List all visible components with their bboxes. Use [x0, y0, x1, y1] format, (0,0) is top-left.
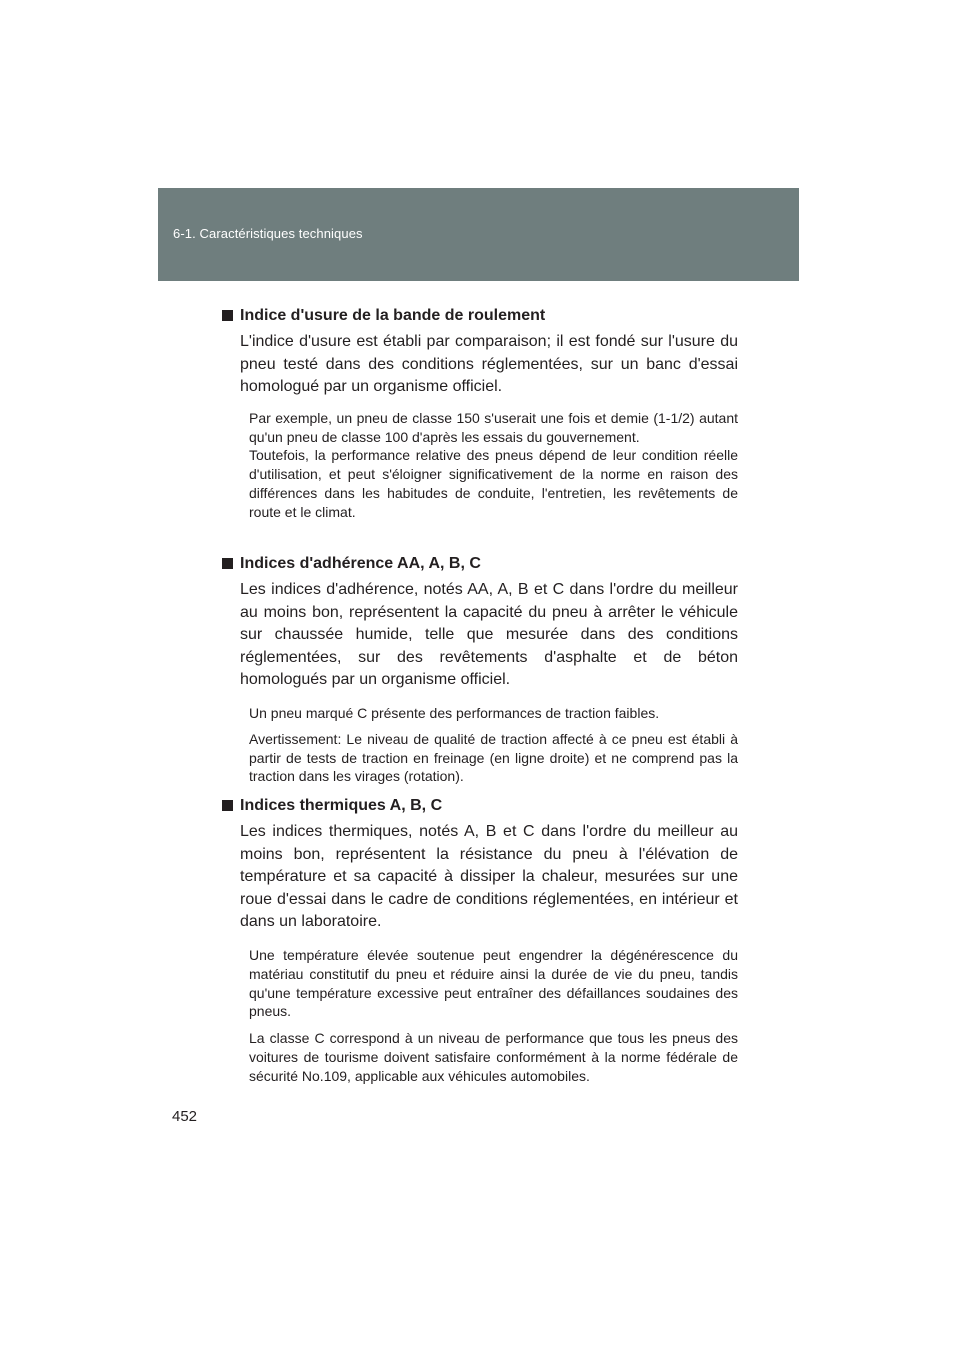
note-paragraph: Un pneu marqué C présente des performances de traction faibles. [249, 704, 660, 721]
page-number: 452 [172, 1108, 198, 1125]
section-temperature [222, 795, 738, 1086]
heading-text: Indices thermiques A, B, C [240, 797, 443, 814]
section-tread-wear [222, 305, 738, 522]
square-bullet-icon [222, 310, 233, 321]
note-paragraph: Une température élevée soutenue peut engendrer la dégénérescence du matériau constitutif du pneu et réduire ainsi la durée de vie du pneu, tandis qu'une température excessive peut entraîner des défaillances soudaines des pneus. [249, 946, 738, 1020]
note-paragraph: La classe C correspond à un niveau de performance que tous les pneus des voitures de tourisme doivent satisfaire conformément à la norme fédérale de sécurité No.109, applicable aux véhicules automobiles. [249, 1030, 738, 1084]
body-paragraph: Les indices d'adhérence, notés AA, A, B et C dans l'ordre du meilleur au moins bon, représentent la capacité du pneu à arrêter le véhicule sur chaussée humide, telle que mesurée dans des conditions réglementées, sur des revêtements d'asphalte et de béton homologués par un organisme officiel. [240, 581, 738, 689]
section-traction [222, 553, 738, 786]
note-paragraph: Par exemple, un pneu de classe 150 s'userait une fois et demie (1-1/2) autant qu'un pneu de classe 100 d'après les essais du gouvernement. [249, 409, 738, 445]
square-bullet-icon [222, 800, 233, 811]
body-paragraph: Les indices thermiques, notés A, B et C dans l'ordre du meilleur au moins bon, représentent la résistance du pneu à l'élévation de température et sa capacité à dissiper la chaleur, mesurées sur une roue d'essai dans le cadre de conditions réglementées, en intérieur et dans un laboratoire. [240, 823, 738, 931]
heading-text: Indices d'adhérence AA, A, B, C [240, 555, 481, 572]
chapter-title: 6-1. Caractéristiques techniques [173, 226, 363, 241]
square-bullet-icon [222, 558, 233, 569]
note-paragraph: Avertissement: Le niveau de qualité de traction affecté à ce pneu est établi à partir de tests de traction en freinage (en ligne droite) et ne comprend pas la traction dans les virages (rotation). [249, 730, 738, 785]
section-heading [222, 305, 738, 327]
body-paragraph: L'indice d'usure est établi par comparaison; il est fondé sur l'usure du pneu testé dans des conditions réglementées, sur un banc d'essai homologué par un organisme officiel. [240, 333, 738, 396]
heading-text: Indice d'usure de la bande de roulement [240, 307, 546, 324]
section-heading [222, 553, 738, 575]
section-heading [222, 795, 738, 817]
note-paragraph: Toutefois, la performance relative des pneus dépend de leur condition réelle d'utilisation, et peut s'éloigner significativement de la norme en raison des différences dans les habitudes de conduite, l'entretien, les revêtements de route et le climat. [249, 447, 738, 520]
chapter-header [158, 188, 799, 281]
